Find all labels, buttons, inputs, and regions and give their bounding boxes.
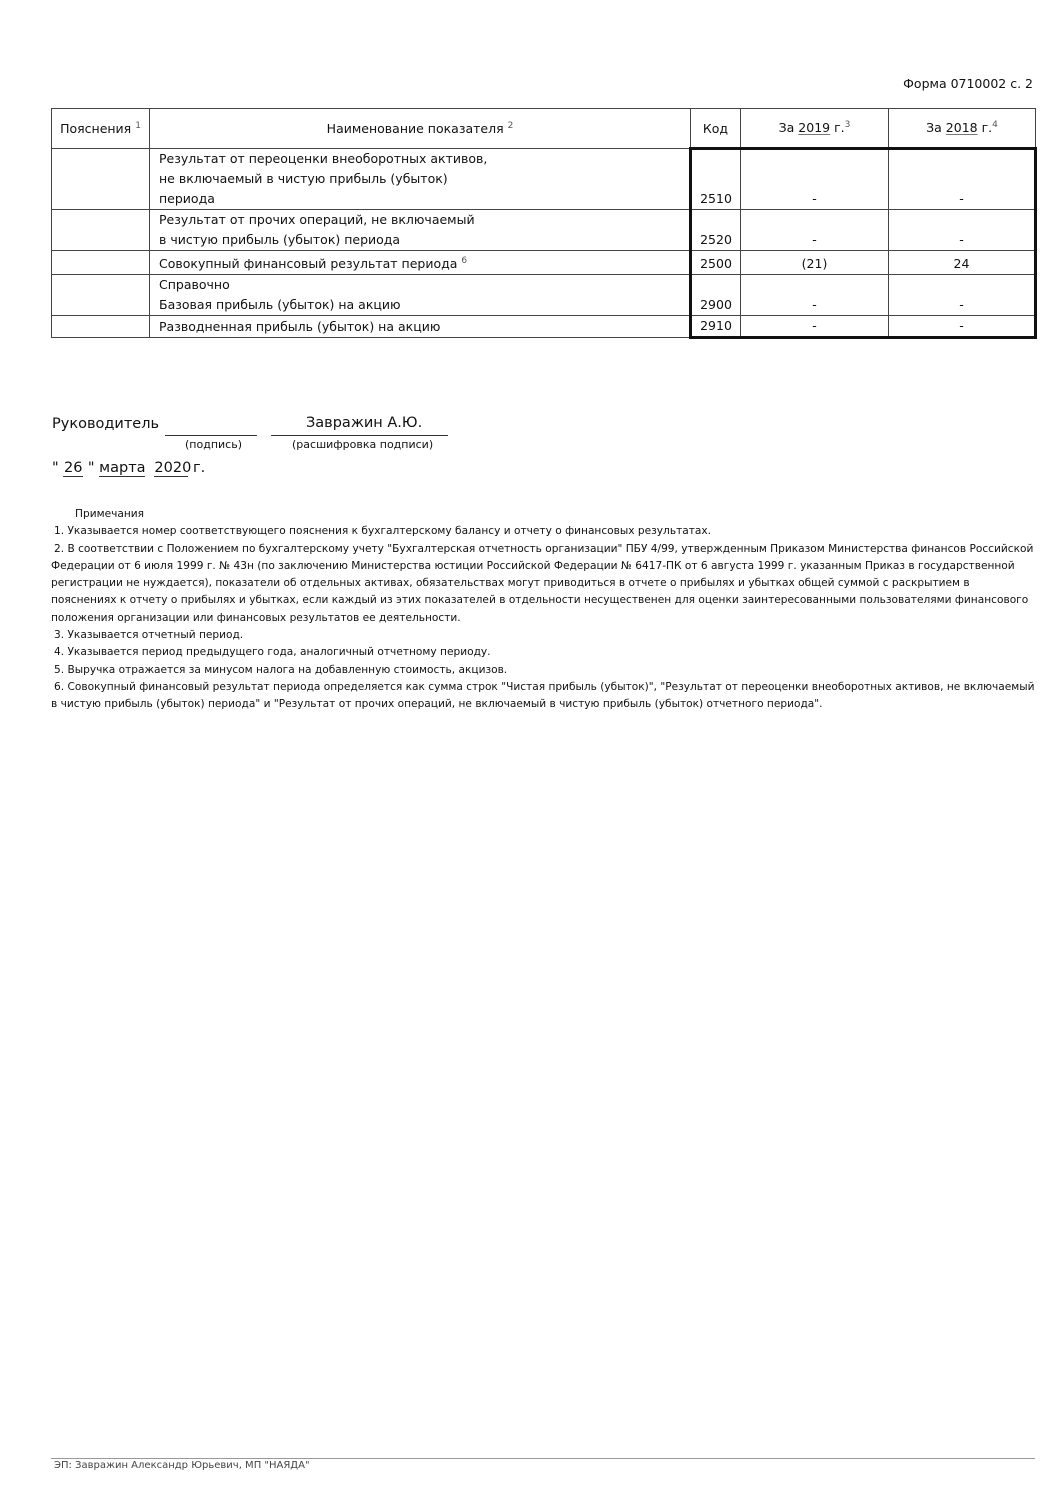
header-current-period: За 2019 г.$^3$ xyxy=(741,109,889,149)
indicator-name: Справочно Базовая прибыль (убыток) на акцию xyxy=(150,275,691,316)
date-year: 2020 xyxy=(154,460,192,476)
row-code: 2510 xyxy=(691,149,741,210)
note-item: 5. Выручка отражается за минусом налога на добавленную стоимость, акцизов. xyxy=(54,663,508,676)
notes-cell xyxy=(52,316,150,338)
header-notes: Пояснения $^1$ xyxy=(52,109,150,149)
date-day: 26 xyxy=(64,460,83,476)
indicator-name: Разводненная прибыль (убыток) на акцию xyxy=(150,316,691,338)
row-code: 2900 xyxy=(691,275,741,316)
note-item: 1. Указывается номер соответствующего пояснения к бухгалтерскому балансу и отчету о финансовых результатах. xyxy=(54,525,712,538)
current-value: - xyxy=(741,149,889,210)
table-row xyxy=(52,251,1036,275)
previous-value: - xyxy=(889,210,1036,251)
header-indicator-name: Наименование показателя $^2$ xyxy=(150,109,691,149)
signature-caption: (подпись) xyxy=(185,438,242,451)
footer-divider xyxy=(51,1458,1035,1459)
table-row xyxy=(52,275,1036,316)
row-code: 2500 xyxy=(691,251,741,275)
financial-results-table xyxy=(51,108,1037,339)
current-value: - xyxy=(741,210,889,251)
previous-value: - xyxy=(889,316,1036,338)
signer-role: Руководитель xyxy=(52,416,160,432)
row-code: 2520 xyxy=(691,210,741,251)
header-previous-period: За 2018 г.$^4$ xyxy=(889,109,1036,149)
indicator-name: Результат от переоценки внеоборотных активов, не включаемый в чистую прибыль (убыток) периода xyxy=(150,149,691,210)
date-suffix: г. xyxy=(193,460,206,476)
note-item: 6. Совокупный финансовый результат периода определяется как сумма строк "Чистая прибыль (убыток)", "Результат от переоценки внеоборотных активов, не включаемый в чистую прибыль (убыток) периода" и "Результат от прочих операций, не включаемый в чистую прибыль (убыток) отчетного периода". xyxy=(51,680,1035,711)
table-row xyxy=(52,210,1036,251)
table-row xyxy=(52,149,1036,210)
table-row xyxy=(52,316,1036,338)
note-item: 4. Указывается период предыдущего года, аналогичный отчетному периоду. xyxy=(54,646,491,659)
signer-name: Завражин А.Ю. xyxy=(306,415,423,431)
form-code: Форма 0710002 с. 2 xyxy=(903,76,1033,91)
indicator-name: Результат от прочих операций, не включаемый в чистую прибыль (убыток) периода xyxy=(150,210,691,251)
current-value: - xyxy=(741,275,889,316)
previous-value: - xyxy=(889,149,1036,210)
note-item: 2. В соответствии с Положением по бухгалтерскому учету "Бухгалтерская отчетность организации" ПБУ 4/99, утвержденным Приказом Министерства финансов Российской Федерации от 6 июля 1999 г. № 43н (по заключению Министерства юстиции Российской Федерации № 6417-ПК от 6 августа 1999 г. указанным Приказ в государственной регистрации не нуждается), показатели об отдельных активах, обязательствах могут приводиться в отчете о прибылях и убытках общей суммой с раскрытием в пояснениях к отчету о прибылях и убытках, если каждый из этих показателей в отдельности несущественен для оценки заинтересованными пользователями финансового положения организации или финансовых результатов ее деятельности. xyxy=(51,542,1034,624)
notes-cell xyxy=(52,210,150,251)
notes-title: Примечания xyxy=(75,508,145,520)
header-code: Код xyxy=(691,109,741,149)
note-item: 3. Указывается отчетный период. xyxy=(54,629,244,642)
notes-cell xyxy=(52,275,150,316)
indicator-name: Совокупный финансовый результат периода $^6$ xyxy=(150,251,691,275)
previous-value: 24 xyxy=(889,251,1036,275)
signature-line xyxy=(165,435,257,436)
current-value: - xyxy=(741,316,889,338)
table-header-row xyxy=(52,109,1036,149)
previous-value: - xyxy=(889,275,1036,316)
current-value: (21) xyxy=(741,251,889,275)
signing-date: " 26 " марта 2020 г. xyxy=(52,460,206,476)
name-line xyxy=(271,435,448,436)
notes-section xyxy=(51,506,1035,714)
notes-cell xyxy=(52,251,150,275)
notes-cell xyxy=(52,149,150,210)
name-caption: (расшифровка подписи) xyxy=(292,438,434,451)
electronic-signature-footer: ЭП: Завражин Александр Юрьевич, МП "НАЯДА" xyxy=(54,1460,310,1471)
row-code: 2910 xyxy=(691,316,741,338)
date-month: марта xyxy=(99,460,146,476)
